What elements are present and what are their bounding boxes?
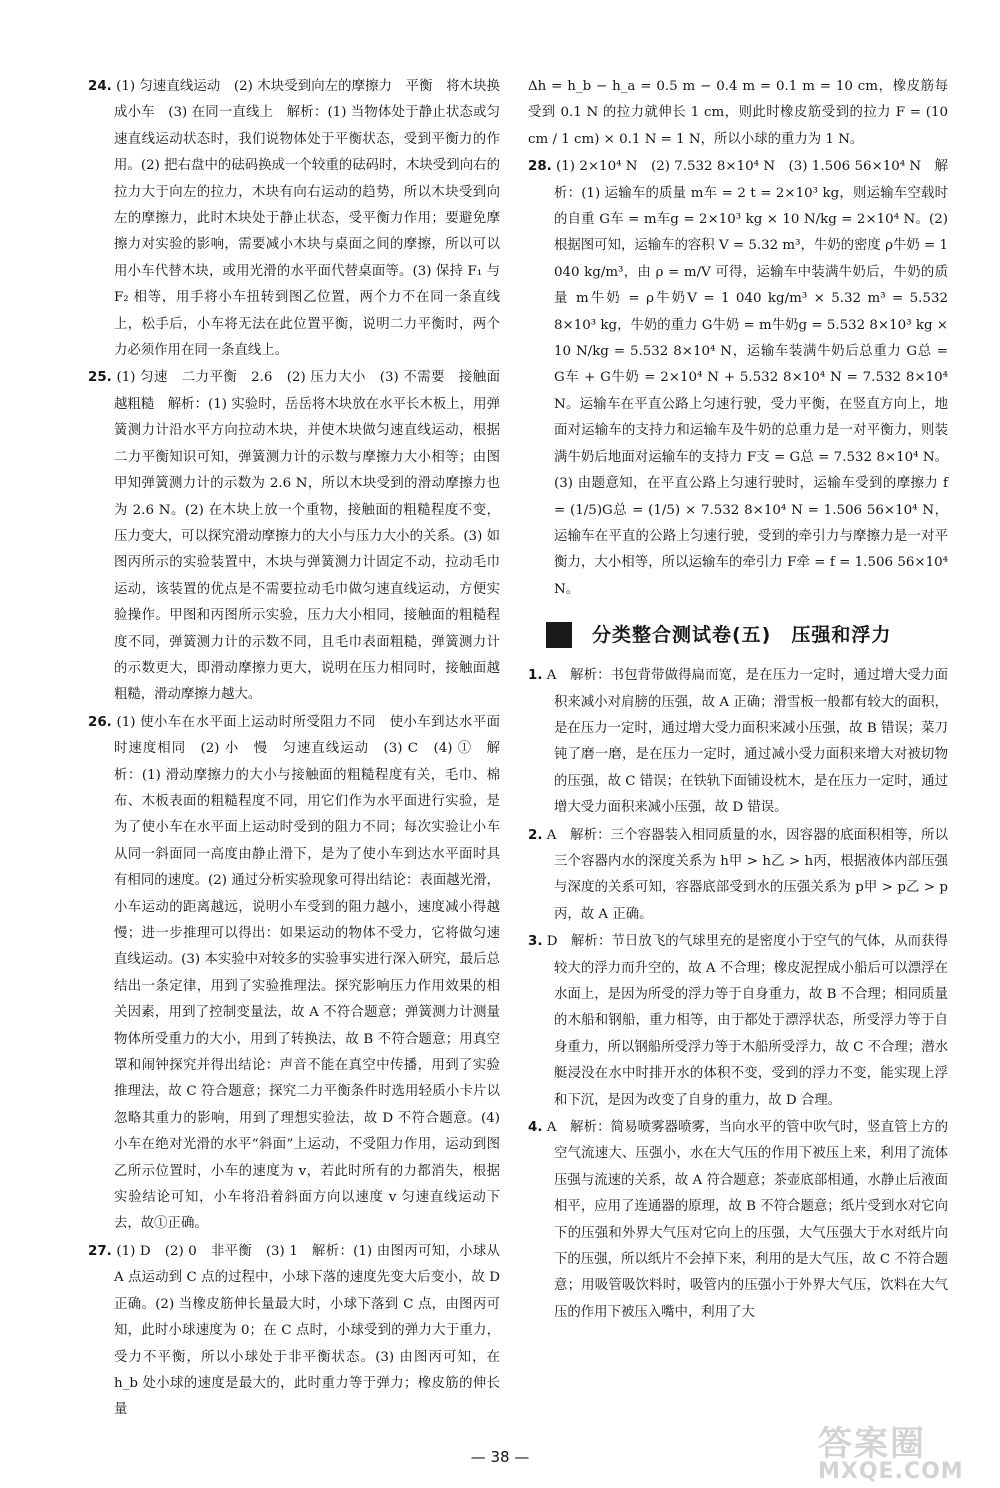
page-number: — 38 — (470, 1448, 530, 1466)
answer-number: 25. (88, 370, 112, 386)
answer-item (528, 74, 948, 153)
answer-item (528, 663, 948, 821)
answer-text: D 解析：节日放飞的气球里充的是密度小于空气的气体，从而获得较大的浮力而升空的，故 A 不合理；橡皮泥捏成小船后可以漂浮在水面上，是因为所受的浮力等于自身重力，故 B 不合理；相同质量的木船和钢船，重力相等，由于都处于漂浮状态，所受浮力等于自身重力，所以钢船所受浮力等于木船所受浮力，故 C 不合理；潜水艇浸没在水中时排开水的体积不变，受到的浮力不变，能实现上浮和下沉，是因为改变了自身的重力，故 D 合理。 (546, 934, 949, 1108)
answer-number: 24. (88, 79, 112, 94)
answer-text: (1) 2×10⁴ N (2) 7.532 8×10⁴ N (3) 1.506 56×10⁴ N 解析：(1) 运输车的质量 m车 = 2 t = 2×10³ kg，则运输车空载时的自重 G车 = m车g = 2×10³ kg × 10 N/kg = 2×10⁴ N。(2) 根据图可知，运输车的容积 V = 5.32 m³，牛奶的密度 ρ牛奶 = 1 040 kg/m³，由 ρ = m/V 可得，运输车中装满牛奶后，牛奶的质量 m牛奶 = ρ牛奶V = 1 040 kg/m³ × 5.32 m³ = 5.532 8×10³ kg，牛奶的重力 G牛奶 = m牛奶g = 5.532 8×10³ kg × 10 N/kg = 5.532 8×10⁴ N，运输车装满牛奶后总重力 G总 = G车 + G牛奶 = 2×10⁴ N + 5.532 8×10⁴ N = 7.532 8×10⁴ N。运输车在平直公路上匀速行驶，受力平衡，在竖直方向上，地面对运输车的支持力和运输车及牛奶的总重力是一对平衡力，则装满牛奶后地面对运输车的支持力 F支 = G总 = 7.532 8×10⁴ N。(3) 由题意知，在平直公路上匀速行驶时，运输车受到的摩擦力 f = (1/5)G总 = (1/5) × 7.532 8×10⁴ N = 1.506 56×10⁴ N，运输车在平直的公路上匀速行驶，受到的牵引力与摩擦力是一对平衡力，大小相等，所以运输车的牵引力 F牵 = f = 1.506 56×10⁴ N。 (554, 159, 948, 597)
watermark-url: MXQE.COM (818, 1459, 964, 1484)
section-header (528, 617, 948, 653)
answer-text: Δh = h_b − h_a = 0.5 m − 0.4 m = 0.1 m = 10 cm，橡皮筋每受到 0.1 N 的拉力就伸长 1 cm，则此时橡皮筋受到的拉力 F = (10 cm / 1 cm) × 0.1 N = 1 N，所以小球的重力为 1 N。 (528, 79, 948, 147)
answer-item (88, 710, 500, 1238)
answer-item (88, 1239, 500, 1424)
answer-number: 3. (528, 934, 543, 950)
answer-item (528, 929, 948, 1114)
answer-number: 26. (88, 714, 112, 730)
answer-text: A 解析：简易喷雾器喷雾，当向水平的管中吹气时，竖直管上方的空气流速大、压强小，水在大气压的作用下被压上来，利用了流体压强与流速的关系，故 A 符合题意；茶壶底部相通，水静止后液面相平，应用了连通器的原理，故 B 不符合题意；纸片受到水对它向下的压强和外界大气压对它向上的压强，大气压强大于水对纸片向下的压强，所以纸片不会掉下来，利用的是大气压，故 C 不符合题意；用吸管吸饮料时，吸管内的压强小于外界大气压，饮料在大气压的作用下被压入嘴中，利用了大 (546, 1120, 948, 1320)
answer-number: 28. (528, 159, 552, 175)
answer-number: 4. (528, 1120, 543, 1136)
section-title: 分类整合测试卷(五) 压强和浮力 (592, 623, 892, 646)
answer-text: (1) D (2) 0 非平衡 (3) 1 解析：(1) 由图丙可知，小球从 A 点运动到 C 点的过程中，小球下落的速度先变大后变小，故 D 正确。(2) 当橡皮筋伸长量最大时，小球下落到 C 点，由图丙可知，此时小球速度为 0；在 C 点时，小球受到的弹力大于重力，受力不平衡，所以小球处于非平衡状态。(3) 由图丙可知，在 h_b 处小球的速度是最大的，此时重力等于弹力；橡皮筋的伸长量 (114, 1243, 501, 1418)
answer-text: A 解析：三个容器装入相同质量的水，因容器的底面积相等，所以三个容器内水的深度关系为 h甲 > h乙 > h丙，根据液体内部压强与深度的关系可知，容器底部受到水的压强关系为 p甲 > p乙 > p丙，故 A 正确。 (546, 827, 948, 922)
answer-number: 2. (528, 827, 543, 843)
answer-text: (1) 匀速直线运动 (2) 木块受到向左的摩擦力 平衡 将木块换成小车 (3) 在同一直线上 解析：(1) 当物体处于静止状态或匀速直线运动状态时，我们说物体处于平衡状态，受到平衡力的作用。(2) 把右盘中的砝码换成一个较重的砝码时，木块受到向右的拉力大于向左的拉力，木块有向右运动的趋势，所以木块受到向左的摩擦力，此时木块处于静止状态，受平衡力作用；要避免摩擦力对实验的影响，需要减小木块与桌面之间的摩擦，所以可以用小车代替木块，或用光滑的水平面代替桌面等。(3) 保持 F₁ 与 F₂ 相等，用手将小车扭转到图乙位置，两个力不在同一条直线上，松手后，小车将无法在此位置平衡，说明二力平衡时，两个力必须作用在同一条直线上。 (114, 79, 501, 359)
right-column-top (528, 74, 948, 603)
left-column (88, 74, 500, 1425)
answer-item (88, 74, 500, 364)
watermark (818, 1416, 968, 1482)
answer-item (528, 1115, 948, 1326)
watermark-logo: 答案圈 (818, 1424, 926, 1464)
right-column (528, 74, 948, 1327)
section-square-icon (546, 622, 572, 648)
answer-number: 1. (528, 668, 543, 684)
answer-item (528, 154, 948, 603)
answer-text: (1) 使小车在水平面上运动时所受阻力不同 使小车到达水平面时速度相同 (2) 小 慢 匀速直线运动 (3) C (4) ① 解析：(1) 滑动摩擦力的大小与接触面的粗糙程度有关，毛巾、棉布、木板表面的粗糙程度不同，用它们作为水平面进行实验，是为了使小车在水平面上运动时受到的阻力不同；每次实验让小车从同一斜面同一高度由静止滑下，是为了使小车到达水平面时具有相同的速度。(2) 通过分析实验现象可得出结论：表面越光滑，小车运动的距离越远，说明小车受到的阻力越小，速度减小得越慢；进一步推理可以得出：如果运动的物体不受力，它将做匀速直线运动。(3) 本实验中对较多的实验事实进行深入研究，最后总结出一条定律，用到了实验推理法。探究影响压力作用效果的相关因素，用到了控制变量法，故 A 不符合题意；弹簧测力计测量物体所受重力的大小，用到了转换法，故 B 不符合题意；用真空罩和闹钟探究并得出结论：声音不能在真空中传播，用到了实验推理法，故 C 符合题意；探究二力平衡条件时选用轻质小卡片以忽略其重力的影响，用到了理想实验法，故 D 不符合题意。(4) 小车在绝对光滑的水平“斜面”上运动，不受阻力作用，运动到图乙所示位置时，小车的速度为 v，若此时所有的力都消失，根据实验结论可知，小车将沿着斜面方向以速度 v 匀速直线运动下去，故①正确。 (114, 714, 500, 1232)
answer-item (88, 365, 500, 708)
answer-item (528, 823, 948, 929)
answer-text: A 解析：书包背带做得扁而宽，是在压力一定时，通过增大受力面积来减小对肩膀的压强，故 A 正确；滑雪板一般都有较大的面积，是在压力一定时，通过增大受力面积来减小压强，故 B 错误；菜刀钝了磨一磨，是在压力一定时，通过减小受力面积来增大对被切物的压强，故 C 错误；在铁轨下面铺设枕木，是在压力一定时，通过增大受力面积来减小压强，故 D 错误。 (546, 668, 948, 816)
answer-number: 27. (88, 1243, 112, 1259)
right-column-bottom (528, 663, 948, 1326)
answer-text: (1) 匀速 二力平衡 2.6 (2) 压力大小 (3) 不需要 接触面越粗糙 解析：(1) 实验时，岳岳将木块放在水平长木板上，用弹簧测力计沿水平方向拉动木块，并使木块做匀速直线运动，根据二力平衡知识可知，弹簧测力计的示数与摩擦力大小相等；由图甲知弹簧测力计的示数为 2.6 N，所以木块受到的滑动摩擦力也为 2.6 N。(2) 在木块上放一个重物，接触面的粗糙程度不变，压力变大，可以探究滑动摩擦力的大小与压力大小的关系。(3) 如图丙所示的实验装置中，木块与弹簧测力计固定不动，拉动毛巾运动，该装置的优点是不需要拉动毛巾做匀速直线运动，方便实验操作。甲图和丙图所示实验，压力大小相同，接触面的粗糙程度不同，弹簧测力计的示数不同，且毛巾表面粗糙，弹簧测力计的示数更大，即滑动摩擦力更大，说明在压力相同时，接触面越粗糙，滑动摩擦力越大。 (114, 370, 500, 703)
